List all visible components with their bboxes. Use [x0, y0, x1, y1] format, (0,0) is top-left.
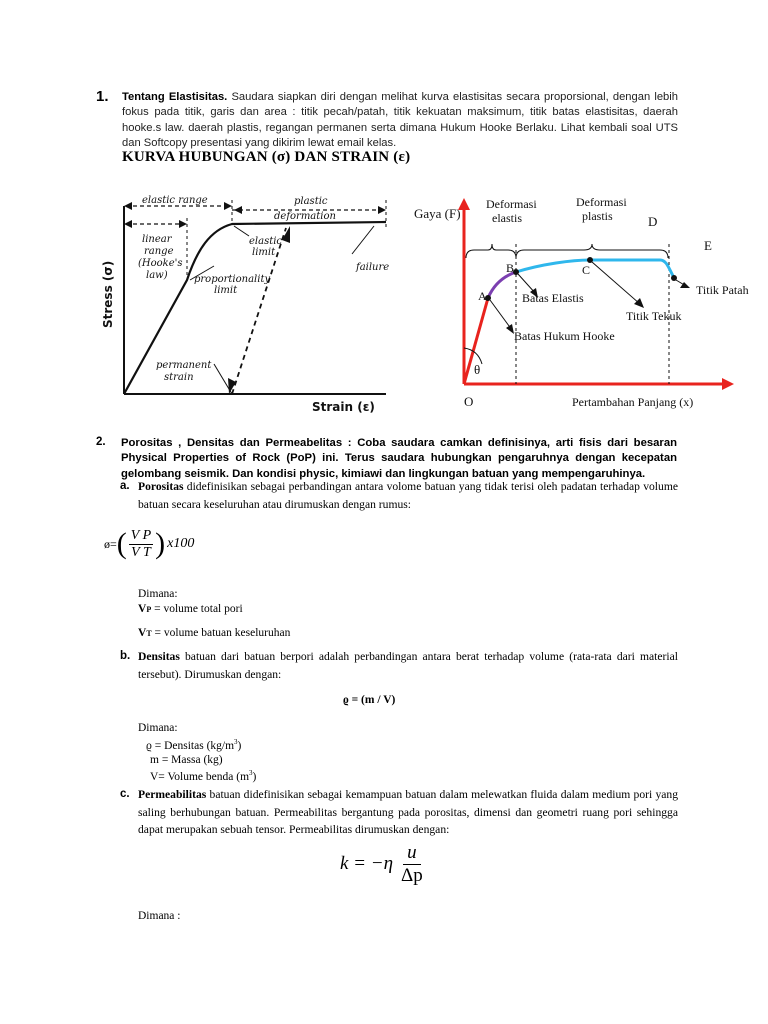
- def-plastis-label-2: plastis: [582, 209, 613, 223]
- proportionality-label: proportionality: [194, 274, 271, 285]
- theta-label: θ: [474, 362, 481, 377]
- range-label: range: [144, 246, 174, 257]
- elastic-range-label: elastic range: [142, 195, 208, 206]
- point-c-label: C: [582, 263, 591, 277]
- item-a-letter: a.: [120, 480, 130, 492]
- point-d-label: D: [648, 214, 658, 229]
- stress-strain-figure: [94, 188, 406, 418]
- permeability-lhs: k = −η: [340, 853, 394, 874]
- porosity-formula: ø= ( $\frac{\text{V P}}{\text{V T}}$ ) x100: [104, 527, 195, 560]
- permeability-formula: [340, 838, 427, 890]
- permeability-numerator: u: [403, 842, 421, 865]
- elastic-limit-label-2: limit: [252, 247, 276, 258]
- vt-definition: VT = volume batuan keseluruhan: [138, 627, 291, 639]
- batas-hooke-label: Batas Hukum Hooke: [514, 329, 615, 343]
- section-1-title: Tentang Elastisitas.: [122, 91, 228, 103]
- point-a-label: A: [478, 289, 487, 303]
- item-a-term: Porositas: [138, 480, 184, 493]
- vp-definition: VP = volume total pori: [138, 603, 243, 615]
- origin-label: O: [464, 394, 474, 409]
- porosity-denominator: V T: [131, 544, 151, 560]
- force-extension-figure: [412, 188, 756, 420]
- point-e-label: E: [704, 238, 712, 253]
- section-2-paragraph: Porositas , Densitas dan Permeabelitas : Coba saudara camkan definisinya, arti fisis dari besaran Physical Properties of Rock (PoP) ini. Terus saudara hubungkan pengaruhnya dengan kecepatan gelombang seismik. Dan kondisi physic, kimiawi dan lingkungan batuan yang mempengaruhinya.: [121, 437, 677, 480]
- rho-definition: ϱ = Densitas $(kg/m^3)$: [146, 738, 242, 752]
- def-elastis-label-2: elastis: [492, 211, 522, 225]
- right-x-label: Pertambahan Panjang (x): [572, 395, 694, 409]
- item-a-dimana: Dimana:: [138, 588, 178, 600]
- porosity-lhs: ø=: [104, 536, 117, 551]
- figure-title: KURVA HUBUNGAN (σ) DAN STRAIN (ε): [122, 149, 411, 165]
- left-x-label: Strain (ε): [312, 400, 375, 414]
- point-b-label: B: [506, 261, 515, 275]
- item-a-paragraph: [138, 478, 678, 513]
- section-1-paragraph: [122, 90, 678, 151]
- titik-patah-label: Titik Patah: [696, 283, 749, 297]
- linear-label: linear: [142, 234, 172, 245]
- deformation-label: deformation: [274, 211, 336, 222]
- item-c-dimana: Dimana :: [138, 910, 181, 922]
- plastic-label: plastic: [294, 196, 328, 207]
- volume-definition: V= Volume benda $(m^3)$: [150, 769, 257, 783]
- item-c-letter: c.: [120, 788, 130, 800]
- section-1-number: 1.: [96, 88, 109, 105]
- def-plastis-label-1: Deformasi: [576, 195, 627, 209]
- section-1-text: Saudara siapkan diri dengan melihat kurva elastisitas secara proporsional, dengan lebih fokus pada titik, garis dan area : titik pecah/patah, titik kekuatan maksimum, titik batas elastisitas, daerah hooke.s law. daerah plastis, regangan permanen serta dimana Hukum Hooke Berlaku. Lihat kembali soal UTS dan Softcopy presentasi yang dikirim lewat email kelas.: [122, 91, 678, 149]
- prop-limit-label: limit: [214, 285, 238, 296]
- item-a-text: didefinisikan sebagai perbandingan antara volome batuan yang tidak terisi oleh padatan terhadap volume batuan secara keseluruhan atau dirumuskan dengan rumus:: [138, 480, 678, 511]
- item-b-text: batuan dari batuan berpori adalah perbandingan antara berat terhadap volume (rata-rata dari material tersebut). Dirumuskan dengan:: [138, 650, 678, 681]
- def-elastis-label-1: Deformasi: [486, 197, 537, 211]
- item-c-term: Permeabilitas: [138, 788, 207, 801]
- section-2-number: 2.: [96, 436, 106, 448]
- right-y-label: Gaya (F): [414, 206, 461, 221]
- titik-tekuk-label: Titik Tekuk: [626, 309, 682, 323]
- porosity-numerator: V P: [130, 527, 152, 543]
- mass-definition: m = Massa (kg): [150, 754, 223, 766]
- item-b-letter: b.: [120, 650, 131, 662]
- elastic-limit-label-1: elastic: [249, 236, 283, 247]
- curve-elastic: [488, 272, 516, 298]
- porosity-rhs: x100: [167, 536, 195, 551]
- density-formula: ϱ = (m / V): [343, 694, 396, 706]
- batas-elastis-label: Batas Elastis: [522, 291, 584, 305]
- left-y-label: Stress (σ): [101, 260, 115, 328]
- item-b-dimana: Dimana:: [138, 722, 178, 734]
- permeability-denominator: Δp: [401, 864, 423, 886]
- item-b-term: Densitas: [138, 650, 180, 663]
- law-label: law): [146, 270, 168, 281]
- strain-label: strain: [164, 372, 194, 383]
- failure-label: failure: [356, 262, 390, 273]
- curve-plastic: [516, 260, 674, 278]
- item-c-text: batuan didefinisikan sebagai kemampuan batuan dalam melewatkan fluida dalam medium pori yang saling berhubungan batuan. Permeabilitas bergantung pada porositas, dimensi dan geometri ruang pori sehingga dapat merupakan sebuah tensor. Permeabilitas dirumuskan dengan:: [138, 788, 678, 836]
- item-c-paragraph: [138, 786, 678, 839]
- hookes-label: (Hooke's: [138, 258, 183, 269]
- item-b-paragraph: [138, 648, 678, 683]
- permanent-label: permanent: [156, 360, 212, 371]
